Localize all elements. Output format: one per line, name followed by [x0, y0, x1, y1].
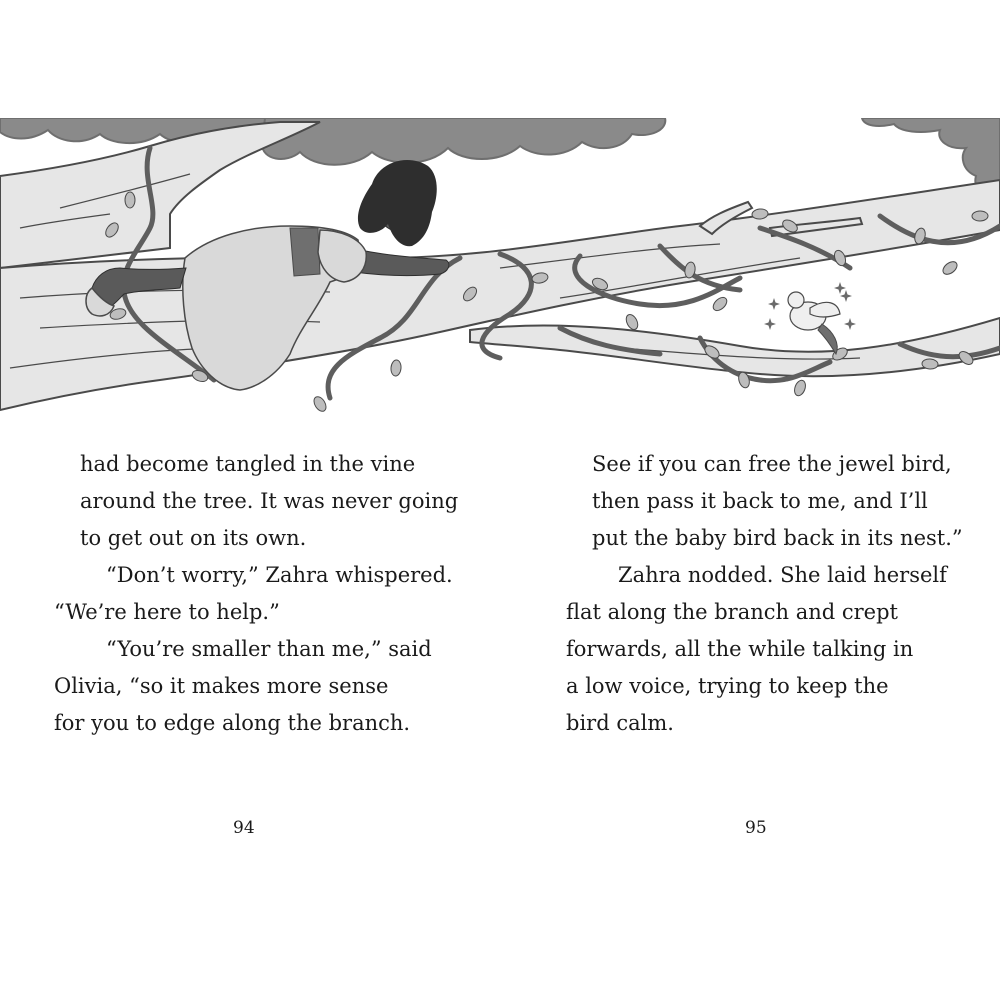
- page-number-right: 95: [745, 818, 767, 838]
- text-line: “You’re smaller than me,” said: [106, 637, 432, 661]
- text-line: then pass it back to me, and I’ll: [592, 489, 928, 513]
- sparkle: [768, 298, 780, 310]
- leaf: [711, 295, 730, 313]
- text-line: had become tangled in the vine: [80, 452, 416, 476]
- sparkle: [764, 318, 776, 330]
- text-line: forwards, all the while talking in: [566, 637, 914, 661]
- paragraph: [80, 446, 480, 557]
- text-line: “We’re here to help.”: [54, 600, 280, 624]
- paragraph: [566, 557, 992, 742]
- sparkle: [840, 290, 852, 302]
- text-line: for you to edge along the branch.: [54, 711, 411, 735]
- right-page-text: [566, 446, 992, 742]
- paragraph: [54, 557, 480, 631]
- leaf: [312, 395, 329, 414]
- text-line: around the tree. It was never going: [80, 489, 459, 513]
- left-page-text: [54, 446, 480, 742]
- jewel-bird: [788, 292, 840, 354]
- leaf: [941, 259, 960, 277]
- paragraph: [592, 446, 992, 557]
- leaf: [972, 211, 988, 221]
- text-line: See if you can free the jewel bird,: [592, 452, 952, 476]
- spread-illustration: [0, 118, 1000, 418]
- text-line: flat along the branch and crept: [566, 600, 898, 624]
- leaf: [793, 379, 808, 397]
- text-line: a low voice, trying to keep the: [566, 674, 889, 698]
- text-line: put the baby bird back in its nest.”: [592, 526, 963, 550]
- sparkle: [844, 318, 856, 330]
- leaf: [125, 192, 135, 208]
- text-line: Zahra nodded. She laid herself: [618, 563, 947, 587]
- text-line: bird calm.: [566, 711, 674, 735]
- text-line: to get out on its own.: [80, 526, 307, 550]
- leaf: [624, 313, 640, 332]
- tree-branch-illustration: [0, 118, 1000, 418]
- paragraph: [54, 631, 480, 742]
- text-line: “Don’t worry,” Zahra whispered.: [106, 563, 453, 587]
- page-number-left: 94: [233, 818, 255, 838]
- sparkle: [834, 282, 846, 294]
- text-line: Olivia, “so it makes more sense: [54, 674, 389, 698]
- leaf: [390, 360, 401, 377]
